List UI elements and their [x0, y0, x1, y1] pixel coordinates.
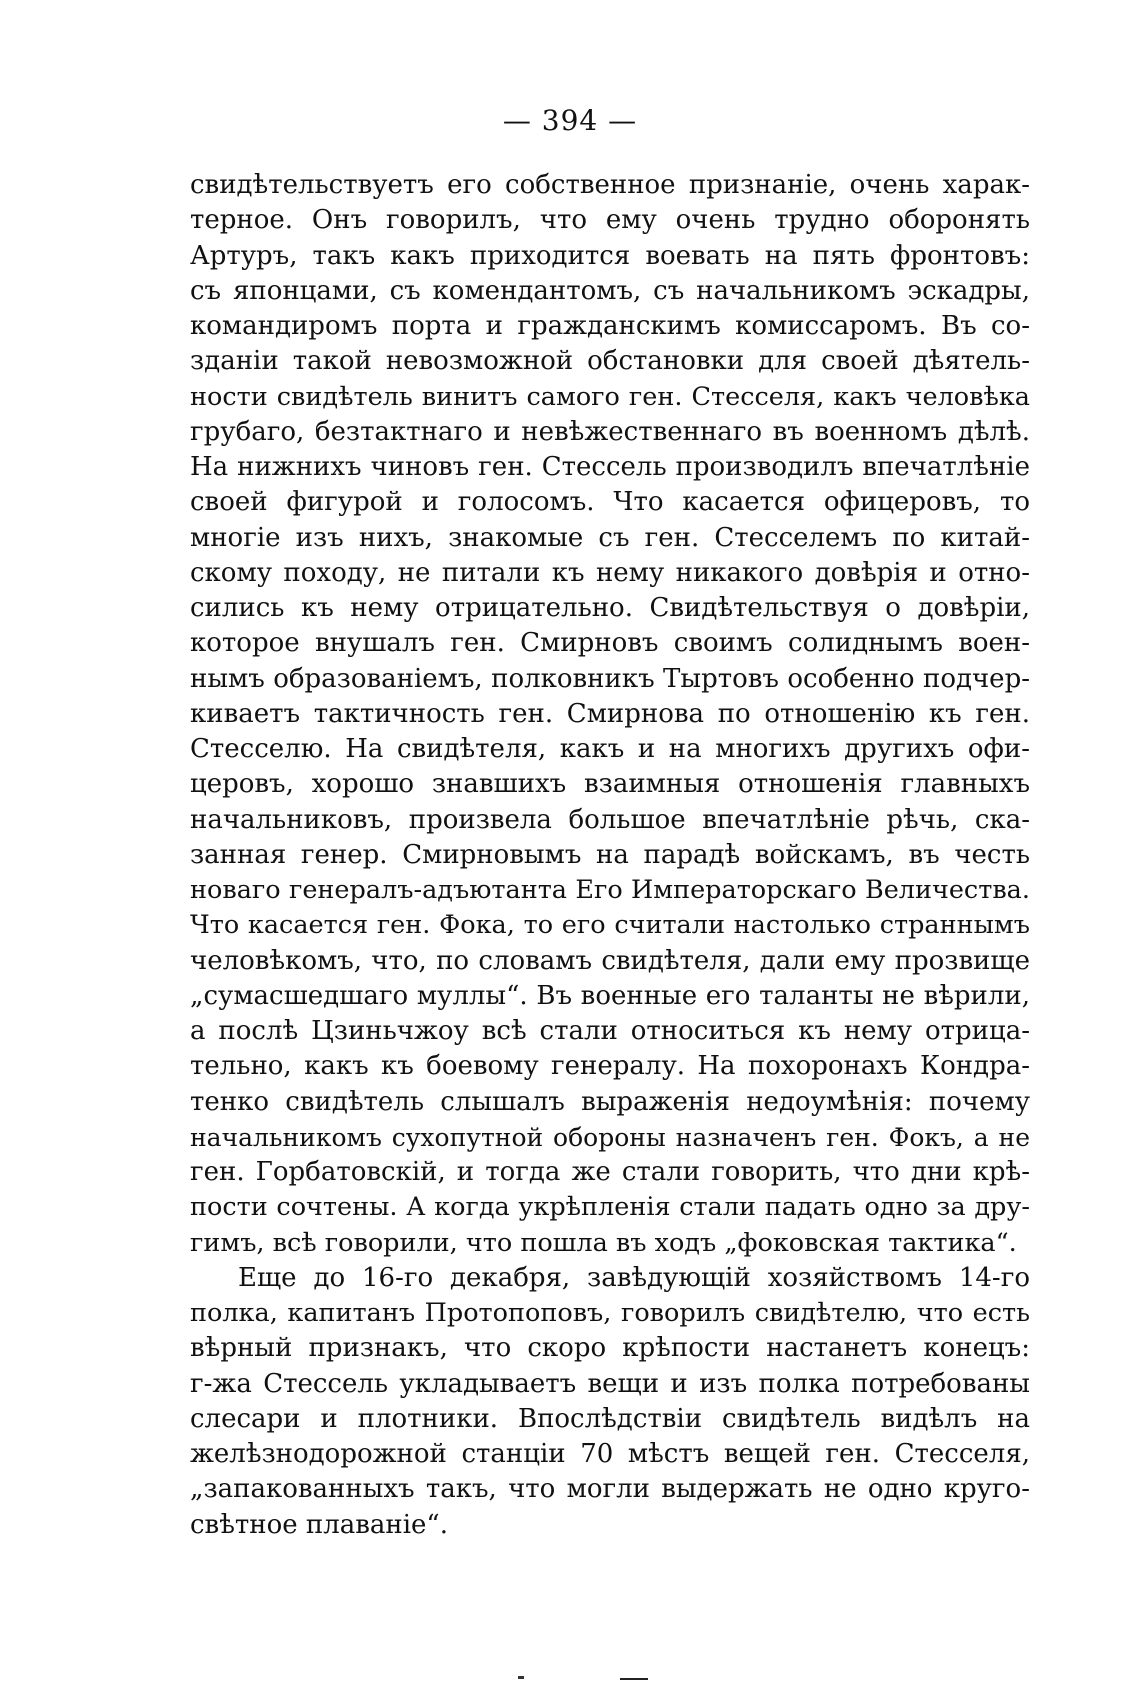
page-number: — 394 — — [502, 104, 638, 137]
paragraph — [190, 1261, 1030, 1543]
text-line: начальниковъ, произвела большое впечатлѣніе рѣчь, ска- — [190, 804, 1030, 835]
text-line: слесари и плотники. Впослѣдствіи свидѣтель видѣлъ на — [190, 1403, 1030, 1434]
text-line: зданіи такой невозможной обстановки для своей дѣятель- — [190, 346, 1030, 377]
text-line: начальникомъ сухопутной обороны назначенъ ген. Фокъ, а не — [190, 1122, 1030, 1152]
text-line: гимъ, всѣ говорили, что пошла въ ходъ „фоковская тактика“. — [190, 1227, 1017, 1258]
text-line: своей фигурой и голосомъ. Что касается офицеровъ, то — [190, 487, 1030, 518]
text-line: Стесселю. На свидѣтеля, какъ и на многихъ другихъ офи- — [190, 734, 1030, 764]
text-line: желѣзнодорожной станціи 70 мѣстъ вещей ген. Стесселя, — [190, 1439, 1030, 1469]
body-text — [190, 168, 1030, 1543]
paragraph — [190, 168, 1030, 1261]
text-line: свѣтное плаваніе“. — [190, 1509, 448, 1540]
text-line: нымъ образованіемъ, полковникъ Тыртовъ особенно подчер- — [190, 663, 1030, 694]
text-line: тенко свидѣтель слышалъ выраженія недоумѣнія: почему — [190, 1086, 1030, 1117]
text-line: свидѣтельствуетъ его собственное признаніе, очень харак- — [190, 170, 1030, 200]
text-line: которое внушалъ ген. Смирновъ своимъ солиднымъ воен- — [190, 628, 1030, 659]
text-line: Артуръ, такъ какъ приходится воевать на пять фронтовъ: — [190, 240, 1030, 271]
text-line: занная генер. Смирновымъ на парадѣ войскамъ, въ честь — [190, 839, 1030, 870]
text-line: „сумасшедшаго муллы“. Въ военные его таланты не вѣрили, — [190, 980, 1030, 1011]
text-line: терное. Онъ говорилъ, что ему очень трудно оборонять — [190, 205, 1030, 236]
text-line: командиромъ порта и гражданскимъ комиссаромъ. Въ со- — [190, 311, 1030, 341]
text-line: Еще до 16-го декабря, завѣдующій хозяйствомъ 14-го — [238, 1262, 1030, 1293]
text-line: киваетъ тактичность ген. Смирнова по отношенію къ ген. — [190, 698, 1030, 729]
text-line: многіе изъ нихъ, знакомые съ ген. Стесселемъ по китай- — [190, 522, 1030, 553]
text-line: ген. Горбатовскій, и тогда же стали говорить, что дни крѣ- — [190, 1157, 1030, 1187]
scan-artifact — [518, 1676, 524, 1679]
text-line: полка, капитанъ Протопоповъ, говорилъ свидѣтелю, что есть — [190, 1298, 1030, 1328]
text-line: грубаго, безтактнаго и невѣжественнаго въ военномъ дѣлѣ. — [190, 416, 1030, 447]
text-line: а послѣ Цзиньчжоу всѣ стали относиться къ нему отрица- — [190, 1016, 1030, 1046]
text-line: сились къ нему отрицательно. Свидѣтельствуя о довѣріи, — [190, 593, 1030, 623]
text-line: съ японцами, съ комендантомъ, съ начальникомъ эскадры, — [190, 275, 1030, 306]
text-line: пости сочтены. А когда укрѣпленія стали падать одно за дру- — [190, 1192, 1030, 1223]
text-line: г-жа Стессель укладываетъ вещи и изъ полка потребованы — [190, 1368, 1030, 1399]
footer-rule — [620, 1678, 648, 1680]
text-line: вѣрный признакъ, что скоро крѣпости настанетъ конецъ: — [190, 1333, 1030, 1364]
text-line: Что касается ген. Фока, то его считали настолько страннымъ — [190, 910, 1030, 941]
text-line: скому походу, не питали къ нему никакого довѣрія и отно- — [190, 557, 1030, 588]
text-line: церовъ, хорошо знавшихъ взаимныя отношенія главныхъ — [190, 769, 1030, 800]
text-line: „запакованныхъ такъ, что могли выдержать не одно круго- — [190, 1474, 1030, 1505]
text-line: новаго генералъ-адъютанта Его Императорскаго Величества. — [190, 875, 1030, 905]
text-line: ности свидѣтель винитъ самого ген. Стесселя, какъ человѣка — [190, 381, 1030, 412]
text-line: тельно, какъ къ боевому генералу. На похоронахъ Кондра- — [190, 1051, 1030, 1082]
text-line: человѣкомъ, что, по словамъ свидѣтеля, дали ему прозвище — [190, 945, 1030, 976]
text-line: На нижнихъ чиновъ ген. Стессель производилъ впечатлѣніе — [190, 452, 1030, 482]
